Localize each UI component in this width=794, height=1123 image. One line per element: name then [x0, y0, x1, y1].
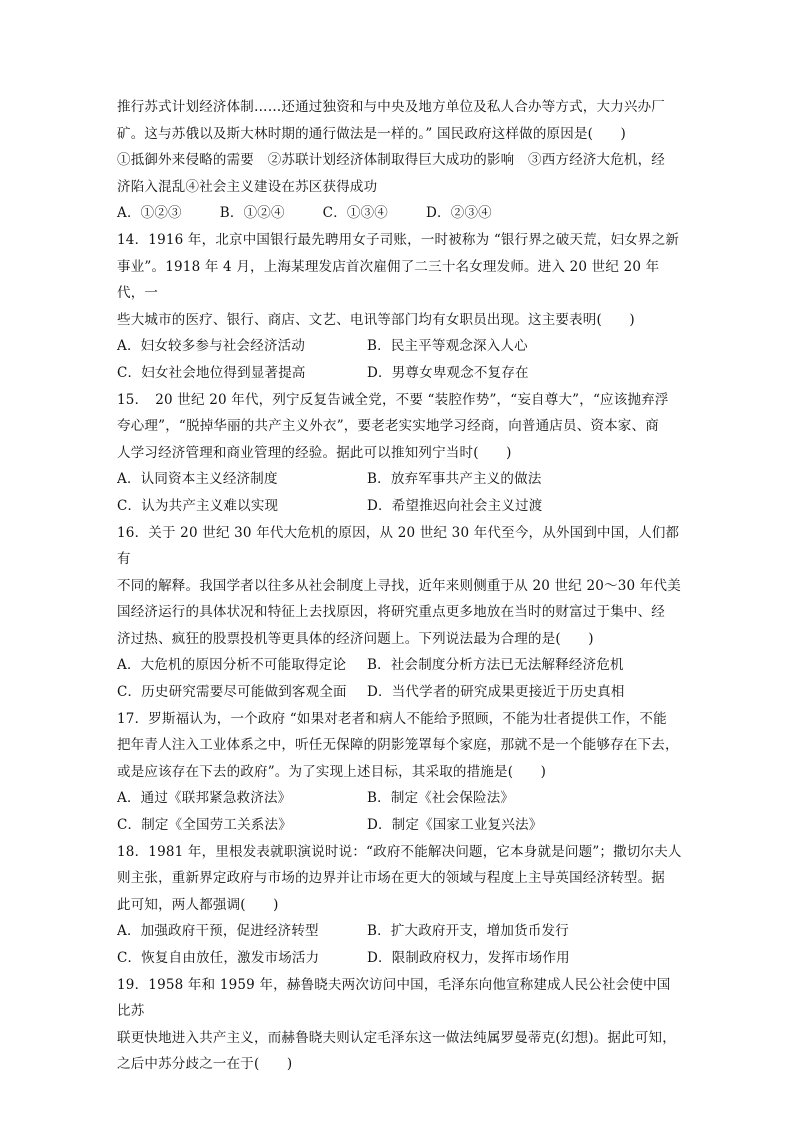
options-row [117, 493, 682, 520]
question-text-line: 国经济运行的具体状况和特征上去找原因，将研究重点更多地放在当时的财富过于集中、经 [117, 604, 665, 621]
question-text-line: 事业”。1918 年 4 月，上海某理发店首次雇佣了二三十名女理发师。进入 20 世纪 20 年代，一 [117, 258, 660, 302]
question-15 [117, 387, 682, 520]
options-row [117, 466, 682, 493]
question-text-line: 14．1916 年，北京中国银行最先聘用女子司账，一时被称为 “银行界之破天荒，妇女界之新 [117, 231, 680, 248]
question-text-line: 济过热、疯狂的股票投机等更具体的经济问题上。下列说法最为合理的是( ) [117, 630, 594, 647]
options-row [117, 360, 682, 387]
question-text-line: 此可知，两人都强调( ) [117, 896, 279, 913]
question-text-line: 19．1958 年和 1959 年，赫鲁晓夫两次访问中国，毛泽东向他宣称建成人民公社会使中国比苏 [117, 976, 671, 1020]
question-text-line: 17．罗斯福认为，一个政府 “如果对老者和病人不能给予照顾，不能为壮者提供工作，不能 [117, 710, 667, 727]
question-text-line: 人学习经济管理和商业管理的经验。据此可以推知列宁当时( ) [117, 444, 512, 461]
option-d: D．希望推迟向社会主义过渡 [367, 497, 543, 514]
option-c: C．妇女社会地位得到显著提高 [117, 364, 306, 381]
question-text-line: 济陷入混乱④社会主义建设在苏区获得成功 [117, 178, 378, 195]
question-text-line: 则主张，重新界定政府与市场的边界并让市场在更大的领域与程度上主导英国经济转型。据 [117, 870, 665, 887]
option-c: C．①③④ [322, 205, 389, 222]
question-text-line: 联更快地进入共产主义，而赫鲁晓夫则认定毛泽东这一做法纯属罗曼蒂克(幻想)。据此可知， [117, 1029, 676, 1046]
question-text-line: 15． 20 世纪 20 年代，列宁反复告诫全党，不要 “装腔作势”，“妄自尊大”，“应该抛弃浮 [117, 391, 669, 408]
option-b: B．社会制度分析方法已无法解释经济危机 [367, 657, 624, 674]
option-a: A．通过《联邦紧急救济法》 [117, 790, 292, 807]
options-row [117, 812, 682, 839]
option-b: B．扩大政府开支，增加货币发行 [367, 923, 569, 940]
question-text-line: 矿。这与苏俄以及斯大林时期的通行做法是一样的。” 国民政府这样做的原因是( ) [117, 125, 626, 142]
page-content [117, 94, 682, 1078]
option-a: A．妇女较多参与社会经济活动 [117, 338, 306, 355]
option-b: B．民主平等观念深入人心 [367, 338, 528, 355]
option-d: D．限制政府权力，发挥市场作用 [367, 950, 570, 966]
options-row [117, 200, 682, 227]
question-text-line: 或是应该存在下去的政府”。为了实现上述目标，其采取的措施是( ) [117, 763, 547, 780]
options-row [117, 652, 682, 679]
option-d: D．②③④ [426, 205, 492, 222]
option-c: C．历史研究需要尽可能做到客观全面 [117, 684, 347, 701]
question-text-line: 16．关于 20 世纪 30 年代大危机的原因，从 20 世纪 30 年代至今，从外国到中国，人们都有 [117, 524, 680, 568]
question-13-continued [117, 94, 682, 227]
option-b: B．制定《社会保险法》 [367, 790, 515, 807]
option-c: C．认为共产主义难以实现 [117, 497, 279, 514]
option-b: B．放弃军事共产主义的做法 [367, 471, 542, 488]
options-row [117, 918, 682, 945]
question-17 [117, 706, 682, 839]
options-row [117, 945, 682, 972]
question-text-line: 把年青人注入工业体系之中，听任无保障的阴影笼罩每个家庭，那就不是一个能够存在下去， [117, 737, 679, 754]
question-text-line: 不同的解释。我国学者以往多从社会制度上寻找，近年来则侧重于从 20 世纪 20～30 年代美 [117, 577, 681, 594]
option-a: A．①②③ [117, 205, 182, 222]
question-text-line: ①抵御外来侵略的需要 ②苏联计划经济体制取得巨大成功的影响 ③西方经济大危机，经 [117, 152, 665, 169]
option-d: D．男尊女卑观念不复存在 [367, 364, 529, 381]
options-row [117, 785, 682, 812]
question-text-line: 之后中苏分歧之一在于( ) [117, 1056, 293, 1073]
options-row [117, 679, 682, 706]
option-a: A．大危机的原因分析不可能取得定论 [117, 657, 347, 674]
question-14 [117, 227, 682, 387]
option-a: A．加强政府干预，促进经济转型 [117, 923, 319, 940]
question-19 [117, 972, 682, 1078]
option-c: C．制定《全国劳工关系法》 [117, 817, 292, 834]
option-d: D．制定《国家工业复兴法》 [367, 817, 543, 834]
options-row [117, 333, 682, 360]
question-text-line: 些大城市的医疗、银行、商店、文艺、电讯等部门均有女职员出现。这主要表明( ) [117, 311, 635, 328]
question-text-line: 推行苏式计划经济体制……还通过独资和与中央及地方单位及私人合办等方式，大力兴办厂 [117, 99, 665, 115]
question-18 [117, 839, 682, 972]
option-d: D．当代学者的研究成果更接近于历史真相 [367, 684, 625, 701]
option-a: A．认同资本主义经济制度 [117, 471, 278, 488]
option-c: C．恢复自由放任，激发市场活力 [117, 950, 320, 966]
question-16 [117, 520, 682, 706]
option-b: B．①②④ [219, 205, 285, 222]
question-text-line: 夸心理”，“脱掉华丽的共产主义外衣”，要老老实实地学习经商，向普通店员、资本家、商 [117, 418, 659, 435]
question-text-line: 18．1981 年，里根发表就职演说时说：“政府不能解决问题，它本身就是问题”；撒切尔夫人 [117, 843, 682, 860]
